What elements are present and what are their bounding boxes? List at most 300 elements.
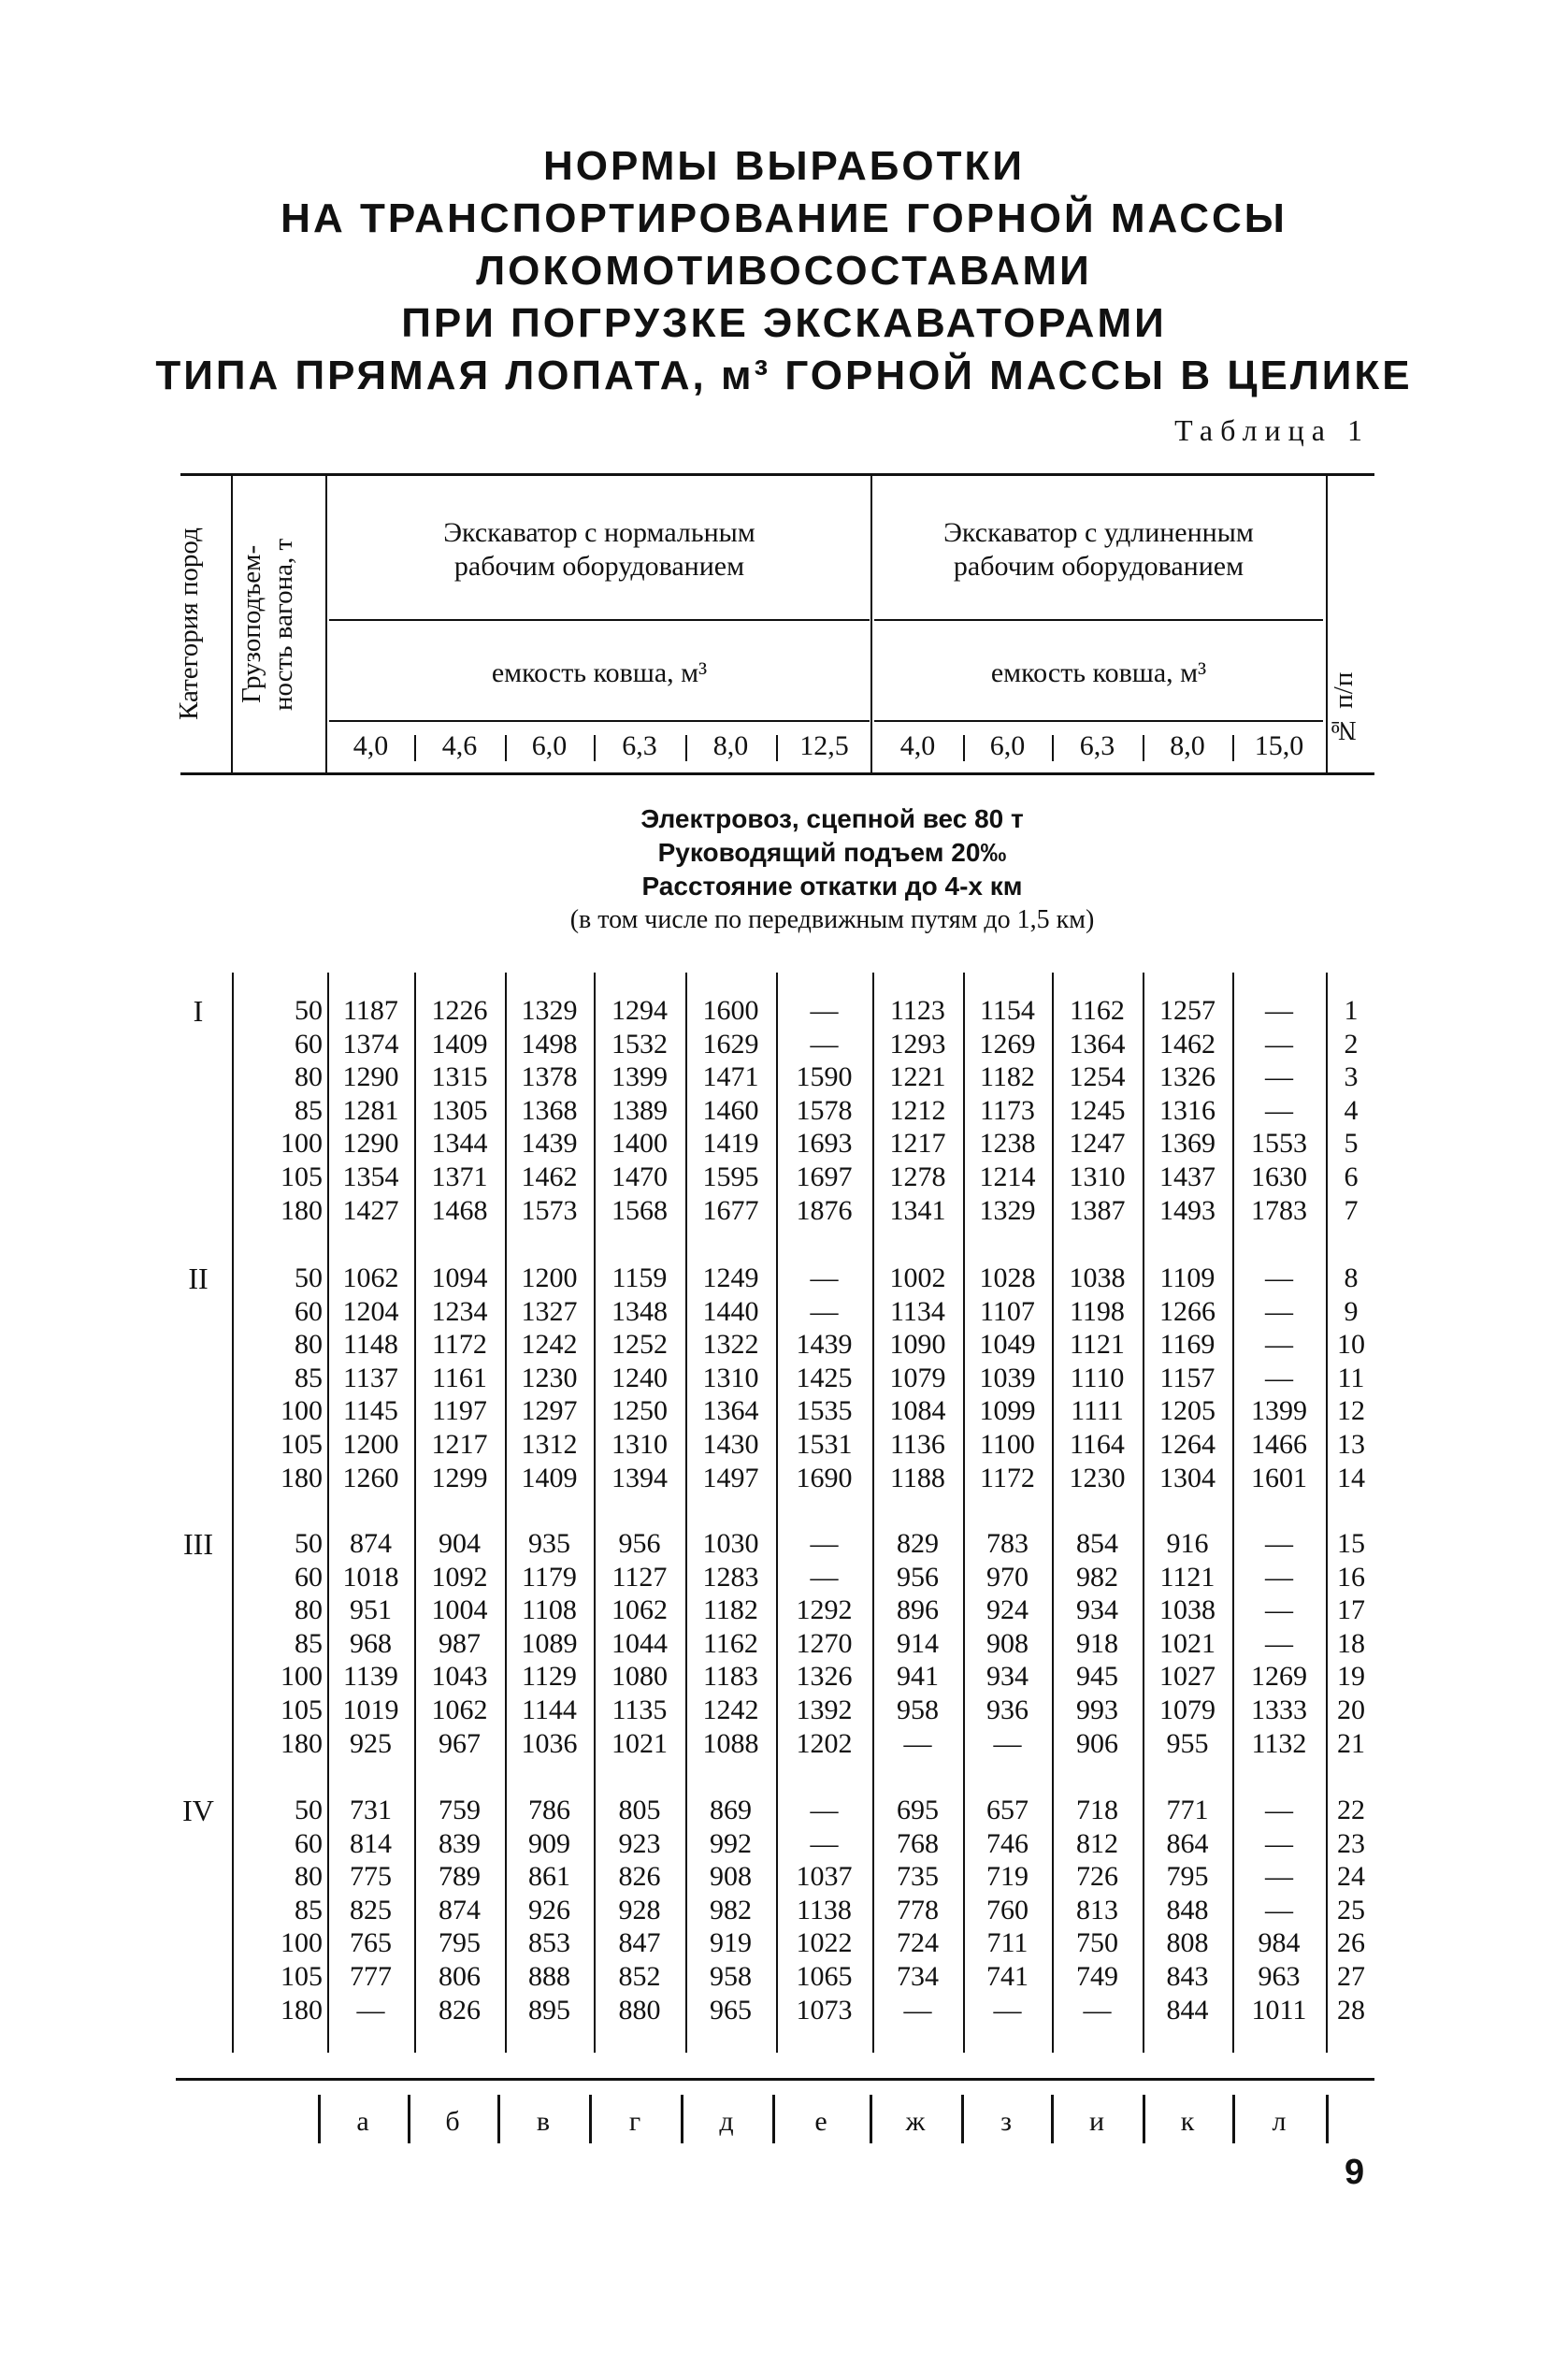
value-cell: 1148: [343, 1329, 398, 1361]
value-cell: 760: [986, 1894, 1029, 1925]
section-subtitle: [318, 802, 1346, 937]
value-cell: 1179: [522, 1561, 577, 1593]
row-number-cell: 26: [1337, 1927, 1365, 1959]
value-cell: 1135: [611, 1694, 668, 1725]
value-cell: 1027: [1159, 1661, 1216, 1693]
value-cell: 1062: [431, 1694, 488, 1725]
value-cell: —: [1265, 1329, 1293, 1361]
value-cell: 1378: [521, 1061, 578, 1093]
bucket-size-2: 4,6: [441, 730, 478, 761]
value-cell: 1497: [702, 1462, 759, 1493]
value-cell: 778: [897, 1894, 939, 1925]
letter-divider: [589, 2095, 592, 2143]
value-cell: 965: [710, 1994, 752, 2026]
header-bottom-rule: [180, 772, 1374, 775]
value-cell: 1214: [979, 1161, 1036, 1192]
capacity-cell: 50: [295, 1262, 323, 1293]
value-cell: 861: [528, 1861, 570, 1893]
capacity-cell: 50: [295, 995, 323, 1026]
value-cell: 1399: [1251, 1395, 1307, 1427]
capacity-cell: 85: [295, 1627, 323, 1659]
value-cell: 843: [1166, 1961, 1209, 1992]
value-cell: 1129: [522, 1661, 577, 1693]
bucket-size-divider: [414, 735, 416, 761]
value-cell: 718: [1076, 1795, 1118, 1825]
title-line-4: ПРИ ПОГРУЗКЕ ЭКСКАВАТОРАМИ: [401, 300, 1167, 346]
value-cell: 1036: [521, 1727, 578, 1759]
value-cell: 1039: [979, 1362, 1036, 1393]
value-cell: 775: [350, 1861, 392, 1893]
value-cell: 1234: [431, 1295, 488, 1327]
header-divider-category: [231, 475, 233, 774]
header-bucket-normal: емкость ковша, м³: [491, 657, 708, 688]
value-cell: 1630: [1251, 1161, 1307, 1192]
value-cell: 895: [528, 1994, 570, 2026]
value-cell: 711: [986, 1927, 1029, 1959]
bucket-size-divider: [685, 735, 687, 761]
category-label: II: [188, 1262, 209, 1295]
bucket-size-1: 4,0: [352, 730, 389, 761]
value-cell: 1021: [1159, 1627, 1216, 1659]
title-line-5: ТИПА ПРЯМАЯ ЛОПАТА, м³ ГОРНОЙ МАССЫ В ЦЕЛИКЕ: [155, 353, 1413, 398]
value-cell: 1198: [1070, 1295, 1125, 1327]
column-letter-11: л: [1272, 2106, 1287, 2137]
subtitle-line-4: (в том числе по передвижным путям до 1,5 км): [569, 905, 1095, 934]
value-cell: 1121: [1070, 1329, 1125, 1361]
value-cell: 731: [350, 1795, 392, 1825]
value-cell: —: [1265, 1861, 1293, 1893]
value-cell: 1200: [521, 1262, 578, 1293]
value-cell: 1468: [431, 1194, 488, 1226]
capacity-cell: 105: [281, 1429, 323, 1460]
value-cell: 1044: [611, 1627, 668, 1659]
value-cell: 1364: [1069, 1028, 1126, 1060]
value-cell: 916: [1166, 1528, 1209, 1559]
column-letter-2: б: [445, 2106, 460, 2137]
capacity-cell: 85: [295, 1894, 323, 1925]
column-letter-8: з: [1000, 2106, 1012, 2137]
capacity-cell: 50: [295, 1795, 323, 1825]
value-cell: 1249: [702, 1262, 759, 1293]
value-cell: 1409: [431, 1028, 488, 1060]
value-cell: 1252: [611, 1329, 668, 1361]
value-cell: 1462: [1159, 1028, 1216, 1060]
value-cell: 1326: [796, 1661, 853, 1693]
title-line-1: НОРМЫ ВЫРАБОТКИ: [542, 143, 1026, 189]
value-cell: 1466: [1251, 1429, 1307, 1460]
value-cell: 1162: [1070, 995, 1125, 1026]
row-number-cell: 4: [1344, 1094, 1359, 1126]
row-number-cell: 25: [1337, 1894, 1365, 1925]
value-cell: 719: [986, 1861, 1029, 1893]
value-cell: 1217: [431, 1429, 488, 1460]
value-cell: 1316: [1159, 1094, 1216, 1126]
value-cell: 826: [439, 1994, 481, 2026]
value-cell: 1315: [431, 1061, 488, 1093]
value-cell: 1460: [702, 1094, 759, 1126]
value-cell: —: [903, 1994, 932, 2026]
value-cell: 1310: [611, 1429, 668, 1460]
capacity-cell: 180: [281, 1994, 323, 2026]
value-cell: 844: [1166, 1994, 1209, 2026]
letter-divider: [1326, 2095, 1329, 2143]
value-cell: 839: [439, 1827, 481, 1859]
value-cell: 1037: [796, 1861, 853, 1893]
value-cell: 1257: [1159, 995, 1216, 1026]
row-number-cell: 22: [1337, 1795, 1365, 1825]
value-cell: 1242: [521, 1329, 578, 1361]
bucket-size-9: 6,3: [1079, 730, 1115, 761]
value-cell: 1111: [1071, 1395, 1124, 1427]
value-cell: 914: [897, 1627, 939, 1659]
value-cell: 1293: [889, 1028, 946, 1060]
value-cell: 786: [528, 1795, 570, 1825]
footer-rule: [176, 2078, 1374, 2081]
page-number: 9: [1345, 2153, 1365, 2192]
value-cell: 1127: [611, 1561, 668, 1593]
value-cell: 1430: [702, 1429, 759, 1460]
value-cell: 795: [1166, 1861, 1209, 1893]
value-cell: 970: [986, 1561, 1029, 1593]
value-cell: 935: [528, 1528, 570, 1559]
value-cell: 759: [439, 1795, 481, 1825]
row-number-cell: 23: [1337, 1827, 1365, 1859]
value-cell: 1400: [611, 1128, 668, 1160]
value-cell: 1573: [521, 1194, 578, 1226]
value-cell: 1062: [342, 1262, 399, 1293]
row-number-cell: 24: [1337, 1861, 1365, 1893]
value-cell: —: [1265, 1094, 1293, 1126]
value-cell: 934: [986, 1661, 1029, 1693]
row-number-cell: 2: [1344, 1028, 1359, 1060]
value-cell: 1136: [890, 1429, 945, 1460]
value-cell: 918: [1076, 1627, 1118, 1659]
value-cell: 1018: [342, 1561, 399, 1593]
value-cell: 1002: [889, 1262, 946, 1293]
value-cell: 805: [618, 1795, 661, 1825]
value-cell: 1038: [1159, 1594, 1216, 1626]
letter-divider: [961, 2095, 964, 2143]
capacity-cell: 60: [295, 1028, 323, 1060]
value-cell: 1079: [1159, 1694, 1216, 1725]
value-cell: 1137: [343, 1362, 398, 1393]
bucket-size-8: 6,0: [989, 730, 1026, 761]
value-cell: —: [1265, 1594, 1293, 1626]
value-cell: 1364: [702, 1395, 759, 1427]
value-cell: 1462: [521, 1161, 578, 1192]
value-cell: 1269: [1251, 1661, 1307, 1693]
value-cell: 1092: [431, 1561, 488, 1593]
value-cell: 1278: [889, 1161, 946, 1192]
table-label: Таблица 1: [1174, 413, 1370, 447]
value-cell: 987: [439, 1627, 481, 1659]
title-line-2: НА ТРАНСПОРТИРОВАНИЕ ГОРНОЙ МАССЫ: [281, 195, 1287, 241]
value-cell: 1080: [611, 1661, 668, 1693]
bucket-size-7: 4,0: [899, 730, 936, 761]
value-cell: 1264: [1159, 1429, 1216, 1460]
value-cell: 1245: [1069, 1094, 1126, 1126]
value-cell: 795: [439, 1927, 481, 1959]
value-cell: 1021: [611, 1727, 668, 1759]
capacity-cell: 60: [295, 1561, 323, 1593]
value-cell: 1629: [702, 1028, 759, 1060]
value-cell: 1876: [796, 1194, 853, 1226]
value-cell: 1333: [1251, 1694, 1307, 1725]
value-cell: 1043: [431, 1661, 488, 1693]
value-cell: 1329: [979, 1194, 1036, 1226]
value-cell: 1250: [611, 1395, 668, 1427]
value-cell: 1471: [702, 1061, 759, 1093]
value-cell: 1387: [1069, 1194, 1126, 1226]
value-cell: —: [1265, 1262, 1293, 1293]
value-cell: 1172: [980, 1462, 1035, 1493]
header-capacity-line-1: Грузоподъем-: [237, 544, 266, 704]
subtitle-line-2: Руководящий подъем 20‰: [657, 838, 1007, 867]
value-cell: 924: [986, 1594, 1029, 1626]
value-cell: 1254: [1069, 1061, 1126, 1093]
letter-divider: [1051, 2095, 1054, 2143]
value-cell: 1183: [703, 1661, 758, 1693]
value-cell: 1354: [342, 1161, 399, 1192]
value-cell: 813: [1076, 1894, 1118, 1925]
row-number-cell: 8: [1344, 1262, 1359, 1293]
value-cell: 1240: [611, 1362, 668, 1393]
value-cell: 968: [350, 1627, 392, 1659]
value-cell: 812: [1076, 1827, 1118, 1859]
category-label: I: [193, 994, 204, 1028]
capacity-cell: 60: [295, 1827, 323, 1859]
value-cell: 777: [350, 1961, 392, 1992]
header-extended-line-2: рабочим оборудованием: [953, 551, 1244, 582]
value-cell: 1139: [343, 1661, 398, 1693]
value-cell: 1312: [521, 1429, 578, 1460]
value-cell: 852: [618, 1961, 661, 1992]
value-cell: 1677: [702, 1194, 759, 1226]
value-cell: —: [1265, 1362, 1293, 1393]
value-cell: 958: [710, 1961, 752, 1992]
value-cell: 1326: [1159, 1061, 1216, 1093]
value-cell: 1200: [342, 1429, 399, 1460]
value-cell: 984: [1258, 1927, 1301, 1959]
value-cell: 783: [986, 1528, 1029, 1559]
value-cell: 749: [1076, 1961, 1118, 1992]
bucket-size-divider: [505, 735, 507, 761]
value-cell: 1173: [980, 1094, 1035, 1126]
value-cell: 951: [350, 1594, 392, 1626]
letter-divider: [318, 2095, 321, 2143]
value-cell: 750: [1076, 1927, 1118, 1959]
value-cell: —: [810, 1528, 839, 1559]
row-number-cell: 13: [1337, 1429, 1365, 1460]
value-cell: 923: [618, 1827, 661, 1859]
value-cell: 1310: [1069, 1161, 1126, 1192]
value-cell: 1290: [342, 1128, 399, 1160]
capacity-cell: 80: [295, 1329, 323, 1361]
value-cell: 741: [986, 1961, 1029, 1992]
value-cell: —: [1083, 1994, 1112, 2026]
value-cell: 1310: [702, 1362, 759, 1393]
value-cell: 1132: [1251, 1727, 1307, 1759]
value-cell: 1089: [521, 1627, 578, 1659]
bucket-size-10: 8,0: [1170, 730, 1205, 761]
capacity-cell: 60: [295, 1295, 323, 1327]
subtitle-line-3: Расстояние откатки до 4-х км: [641, 872, 1023, 901]
value-cell: 853: [528, 1927, 570, 1959]
value-cell: 1369: [1159, 1128, 1216, 1160]
value-cell: 993: [1076, 1694, 1118, 1725]
value-cell: 1783: [1251, 1194, 1307, 1226]
row-number-cell: 1: [1344, 995, 1359, 1026]
value-cell: 1099: [979, 1395, 1036, 1427]
value-cell: 829: [897, 1528, 939, 1559]
row-number-cell: 14: [1337, 1462, 1365, 1493]
bucket-size-divider: [1232, 735, 1234, 761]
value-cell: 906: [1076, 1727, 1118, 1759]
value-cell: 1154: [980, 995, 1035, 1026]
body-column-rule: [232, 973, 234, 2053]
subtitle-line-1: Электровоз, сцепной вес 80 т: [640, 804, 1024, 833]
value-cell: 826: [618, 1861, 661, 1893]
value-cell: 1283: [702, 1561, 759, 1593]
value-cell: —: [1265, 1627, 1293, 1659]
value-cell: 1138: [797, 1894, 852, 1925]
value-cell: 1693: [796, 1128, 853, 1160]
value-cell: 1439: [521, 1128, 578, 1160]
value-cell: 1304: [1159, 1462, 1216, 1493]
value-cell: —: [1265, 1795, 1293, 1825]
header-bucket-extended: емкость ковша, м³: [990, 657, 1207, 688]
value-cell: —: [810, 1561, 839, 1593]
value-cell: 1164: [1070, 1429, 1125, 1460]
value-cell: 1470: [611, 1161, 668, 1192]
value-cell: —: [1265, 1894, 1293, 1925]
value-cell: 825: [350, 1894, 392, 1925]
column-letter-1: а: [356, 2106, 369, 2137]
bucket-size-4: 6,3: [622, 730, 657, 761]
value-cell: 1292: [796, 1594, 853, 1626]
value-cell: 1217: [889, 1128, 946, 1160]
value-cell: 1294: [611, 995, 668, 1026]
capacity-cell: 105: [281, 1961, 323, 1992]
value-cell: 1260: [342, 1462, 399, 1493]
value-cell: 1121: [1159, 1561, 1216, 1593]
value-cell: —: [903, 1727, 932, 1759]
value-cell: 1030: [702, 1528, 759, 1559]
bucket-size-3: 6,0: [531, 730, 568, 761]
value-cell: 1341: [889, 1194, 946, 1226]
value-cell: 1290: [342, 1061, 399, 1093]
value-cell: 1187: [343, 995, 398, 1026]
bucket-size-divider: [594, 735, 596, 761]
column-letter-4: г: [628, 2106, 641, 2137]
capacity-cell: 100: [281, 1661, 323, 1693]
row-number-cell: 18: [1337, 1627, 1365, 1659]
value-cell: 1157: [1159, 1362, 1216, 1393]
column-letter-7: ж: [905, 2106, 926, 2137]
value-cell: 1172: [432, 1329, 487, 1361]
value-cell: 1439: [796, 1329, 853, 1361]
bucket-size-6: 12,5: [799, 730, 849, 761]
header-extended-group: [874, 516, 1323, 584]
bucket-size-divider: [1052, 735, 1054, 761]
value-cell: 789: [439, 1861, 481, 1893]
value-cell: 854: [1076, 1528, 1118, 1559]
value-cell: —: [810, 1262, 839, 1293]
value-cell: 1065: [796, 1961, 853, 1992]
value-cell: 847: [618, 1927, 661, 1959]
value-cell: 1038: [1069, 1262, 1126, 1293]
value-cell: 992: [710, 1827, 752, 1859]
value-cell: 1600: [702, 995, 759, 1026]
row-number-cell: 6: [1344, 1161, 1359, 1192]
letter-divider: [497, 2095, 500, 2143]
value-cell: 726: [1076, 1861, 1118, 1893]
value-cell: 955: [1166, 1727, 1209, 1759]
value-cell: 958: [897, 1694, 939, 1725]
value-cell: 695: [897, 1795, 939, 1825]
value-cell: 1144: [522, 1694, 577, 1725]
header-normal-group: [329, 516, 870, 584]
category-label: III: [183, 1527, 213, 1561]
value-cell: 1011: [1251, 1994, 1307, 2026]
value-cell: 1109: [1159, 1262, 1216, 1293]
value-cell: 1394: [611, 1462, 668, 1493]
bucket-size-divider: [1143, 735, 1144, 761]
value-cell: 1162: [703, 1627, 758, 1659]
row-number-cell: 16: [1337, 1561, 1365, 1593]
value-cell: 1079: [889, 1362, 946, 1393]
value-cell: 768: [897, 1827, 939, 1859]
row-number-cell: 19: [1337, 1661, 1365, 1693]
value-cell: 1230: [521, 1362, 578, 1393]
value-cell: 1327: [521, 1295, 578, 1327]
value-cell: 1159: [611, 1262, 668, 1293]
value-cell: 848: [1166, 1894, 1209, 1925]
capacity-cell: 85: [295, 1362, 323, 1393]
capacity-cell: 100: [281, 1395, 323, 1427]
value-cell: 869: [710, 1795, 752, 1825]
value-cell: 982: [1076, 1561, 1118, 1593]
value-cell: 1188: [890, 1462, 945, 1493]
value-cell: 1019: [342, 1694, 399, 1725]
capacity-cell: 105: [281, 1694, 323, 1725]
page-title: [94, 140, 1474, 402]
value-cell: 1425: [796, 1362, 853, 1393]
value-cell: 1590: [796, 1061, 853, 1093]
column-letter-10: к: [1180, 2106, 1195, 2137]
value-cell: 1281: [342, 1094, 399, 1126]
value-cell: —: [1265, 1528, 1293, 1559]
value-cell: 1374: [342, 1028, 399, 1060]
value-cell: 1197: [432, 1395, 487, 1427]
value-cell: —: [810, 1795, 839, 1825]
header-capacity-line-2: ность вагона, т: [268, 538, 298, 711]
column-letter-6: е: [814, 2106, 827, 2137]
value-cell: 1226: [431, 995, 488, 1026]
value-cell: —: [1265, 1561, 1293, 1593]
value-cell: —: [1265, 1295, 1293, 1327]
value-cell: 1221: [889, 1061, 946, 1093]
value-cell: 1161: [432, 1362, 487, 1393]
value-cell: 1595: [702, 1161, 759, 1192]
value-cell: 1108: [522, 1594, 577, 1626]
value-cell: 874: [350, 1528, 392, 1559]
value-cell: 904: [439, 1528, 481, 1559]
row-number-cell: 5: [1344, 1128, 1359, 1160]
column-letter-3: в: [536, 2106, 551, 2137]
capacity-cell: 180: [281, 1727, 323, 1759]
value-cell: 1297: [521, 1395, 578, 1427]
